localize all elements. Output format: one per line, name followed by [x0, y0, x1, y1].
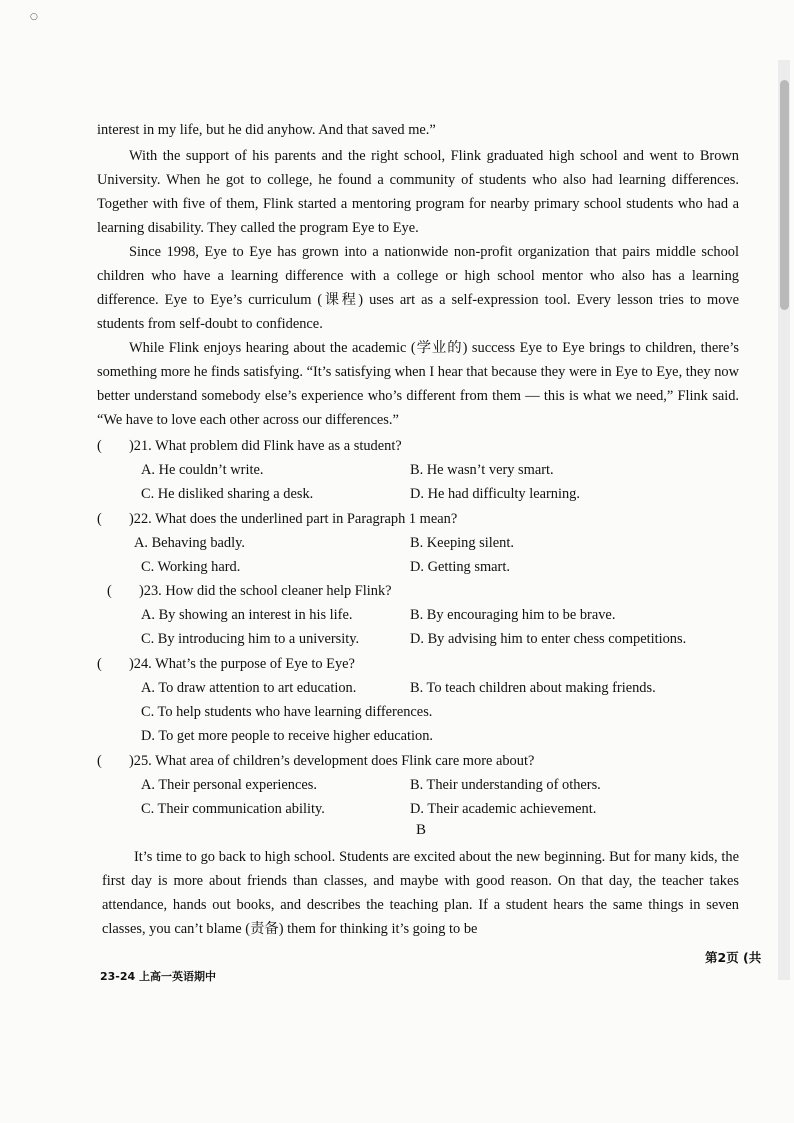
question-stem: )25. What area of children’s development does Flink care more about?: [129, 753, 535, 769]
passage-a-paragraph-4: While Flink enjoys hearing about the academic (学业的) success Eye to Eye brings to children, there’s something more he finds satisfying. “It’s satisfying when I hear that because they were in Eye to Eye, they now better understand somebody else’s experience who’s different from them — this is what we need,” Flink said. “We have to love each other across our differences.”: [97, 340, 739, 428]
answer-bracket[interactable]: (: [97, 656, 102, 672]
option-a: A. Their personal experiences.: [141, 777, 317, 793]
answer-bracket[interactable]: (: [97, 438, 102, 454]
scrollbar-thumb[interactable]: [780, 80, 789, 310]
option-b: B. To teach children about making friends.: [410, 680, 656, 696]
option-c: C. Working hard.: [141, 559, 241, 575]
option-d: D. Their academic achievement.: [410, 801, 597, 817]
question-24: [97, 652, 747, 676]
question-stem: )24. What’s the purpose of Eye to Eye?: [129, 656, 355, 672]
section-heading: B: [415, 822, 426, 838]
option-a: A. He couldn’t write.: [141, 462, 264, 478]
question-stem: )23. How did the school cleaner help Flink?: [139, 583, 392, 599]
passage-a-paragraph-continued: interest in my life, but he did anyhow. And that saved me.”: [97, 122, 436, 138]
option-a: A. To draw attention to art education.: [141, 680, 357, 696]
option-d: D. Getting smart.: [410, 559, 510, 575]
option-b: B. Their understanding of others.: [410, 777, 601, 793]
option-b: B. Keeping silent.: [410, 535, 514, 551]
passage-a-paragraph-3: Since 1998, Eye to Eye has grown into a nationwide non-profit organization that pairs middle school children who have a learning difference with a college or high school mentor who also has a learning difference. Eye to Eye’s curriculum (课程) uses art as a self-expression tool. Every lesson tries to move students from self-doubt to confidence.: [97, 244, 739, 332]
answer-bracket[interactable]: (: [97, 511, 102, 527]
option-d: D. To get more people to receive higher education.: [141, 728, 434, 744]
exam-title-footer: 23-24 上高一英语期中: [100, 970, 217, 983]
answer-bracket[interactable]: (: [97, 753, 102, 769]
question-stem: )22. What does the underlined part in Paragraph 1 mean?: [129, 511, 458, 527]
option-b: B. By encouraging him to be brave.: [410, 607, 616, 623]
option-a: A. Behaving badly.: [134, 535, 245, 551]
page-number: 第2页 (共: [705, 950, 762, 965]
question-25: [97, 749, 747, 773]
question-stem: )21. What problem did Flink have as a student?: [129, 438, 402, 454]
question-23: [107, 579, 757, 603]
option-d: D. By advising him to enter chess competitions.: [410, 631, 687, 647]
option-c: C. By introducing him to a university.: [141, 631, 360, 647]
option-c: C. He disliked sharing a desk.: [141, 486, 314, 502]
answer-bracket[interactable]: (: [107, 583, 112, 599]
option-b: B. He wasn’t very smart.: [410, 462, 554, 478]
corner-mark: ○: [30, 12, 38, 22]
question-21: [97, 434, 747, 458]
passage-b-paragraph-1: It’s time to go back to high school. Students are excited about the new beginning. But for many kids, the first day is more about friends than classes, and maybe with good reason. On that day, the teacher takes attendance, hands out books, and describes the teaching plan. If a student hears the same things in seven classes, you can’t blame (责备) them for thinking it’s going to be: [102, 849, 739, 937]
passage-a-paragraph-2: With the support of his parents and the right school, Flink graduated high school and went to Brown University. When he got to college, he found a community of students who also had learning differences. Together with five of them, Flink started a mentoring program for nearby primary school students who had a learning disability. They called the program Eye to Eye.: [97, 148, 739, 236]
option-c: C. Their communication ability.: [141, 801, 325, 817]
option-c: C. To help students who have learning differences.: [141, 704, 433, 720]
option-d: D. He had difficulty learning.: [410, 486, 580, 502]
option-a: A. By showing an interest in his life.: [141, 607, 353, 623]
question-22: [97, 507, 747, 531]
